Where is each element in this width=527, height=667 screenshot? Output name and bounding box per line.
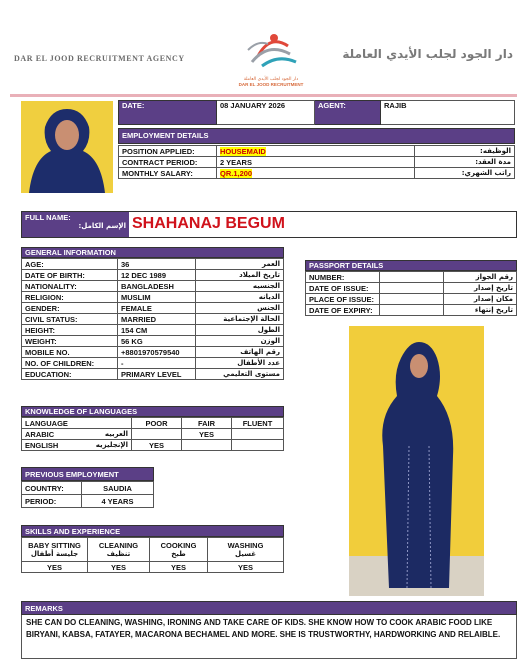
table-row: [22, 270, 284, 281]
table-row: [119, 157, 515, 168]
nationality-label: NATIONALITY:: [22, 281, 118, 292]
full-name-label-cell: [22, 212, 129, 237]
employment-table: [118, 145, 515, 179]
mobile-label: MOBILE NO.: [22, 347, 118, 358]
position-highlight: HOUSEMAID: [220, 146, 266, 156]
previous-table: [21, 481, 154, 508]
age-label-ar: العمر: [196, 259, 284, 270]
children-label-ar: عدد الأطفال: [196, 358, 284, 369]
logo-text-ar: دار الجود لجلب الأيدي العاملة: [243, 77, 299, 82]
full-name-label-en: FULL NAME:: [25, 213, 71, 222]
position-label: POSITION APPLIED:: [119, 146, 217, 157]
table-row: [119, 146, 515, 157]
gender-label-ar: الجنس: [196, 303, 284, 314]
age-label: AGE:: [22, 259, 118, 270]
gender-label: GENDER:: [22, 303, 118, 314]
general-table: [21, 258, 284, 380]
passport-number-label-ar: رقم الجواز: [444, 272, 517, 283]
skills-table: [21, 537, 284, 573]
full-name-value: SHAHANAJ BEGUM: [132, 215, 285, 232]
mobile-value: +8801970579540: [118, 347, 196, 358]
issue-date-label: DATE OF ISSUE:: [306, 283, 380, 294]
salary-label: MONTHLY SALARY:: [119, 168, 217, 179]
date-agent-table: [118, 100, 515, 125]
lang-arabic-fluent: [232, 429, 284, 440]
employment-title: EMPLOYMENT DETAILS: [118, 128, 515, 144]
remarks-text: SHE CAN DO CLEANING, WASHING, IRONING AND TAKE CARE OF KIDS. SHE KNOW HOW TO COOK ARABIC FOOD LIKE BIRYANI, KABSA, FATAYER, MACARONA BECHAMEL AND MORE. SHE IS TRUSTWORTHY, HARDWORKING AND RELAIBLE.: [21, 615, 517, 659]
lang-arabic-ar: العربيه: [104, 429, 128, 438]
languages-title: KNOWLEDGE OF LANGUAGES: [21, 406, 284, 417]
civil-status-value: MARRIED: [118, 314, 196, 325]
table-row: [306, 283, 517, 294]
table-row: [22, 358, 284, 369]
table-row: [306, 294, 517, 305]
skill-cooking: COOKING طبخ: [150, 538, 208, 562]
table-row: [22, 482, 154, 495]
passport-number-value: [380, 272, 444, 283]
table-row: [22, 440, 284, 451]
lang-english-en: ENGLISH: [25, 440, 59, 450]
issue-place-label-ar: مكان إصدار: [444, 294, 517, 305]
lang-english-cell: [22, 440, 132, 451]
contract-label-ar: مدة العقد:: [415, 157, 515, 168]
table-row: [22, 303, 284, 314]
issue-place-value: [380, 294, 444, 305]
lang-english-poor: YES: [132, 440, 182, 451]
skill-babysitting-value: YES: [22, 562, 88, 573]
table-row: [22, 325, 284, 336]
dob-label-ar: تاريخ الميلاد: [196, 270, 284, 281]
lang-english-fluent: [232, 440, 284, 451]
position-label-ar: الوظيفه:: [415, 146, 515, 157]
header-divider: [10, 94, 517, 97]
lang-header-poor: POOR: [132, 418, 182, 429]
expiry-label: DATE OF EXPIRY:: [306, 305, 380, 316]
table-row: [22, 495, 154, 508]
religion-label-ar: الديانه: [196, 292, 284, 303]
period-value: 4 YEARS: [82, 495, 154, 508]
lang-header-language: LANGUAGE: [22, 418, 132, 429]
languages-table: [21, 417, 284, 451]
height-value: 154 CM: [118, 325, 196, 336]
skills-title: SKILLS AND EXPERIENCE: [21, 525, 284, 537]
skill-cooking-value: YES: [150, 562, 208, 573]
civil-status-label: CIVIL STATUS:: [22, 314, 118, 325]
dob-label: DATE OF BIRTH:: [22, 270, 118, 281]
contract-value: 2 YEARS: [217, 157, 415, 168]
issue-place-label: PLACE OF ISSUE:: [306, 294, 380, 305]
height-label: HEIGHT:: [22, 325, 118, 336]
table-row: [22, 314, 284, 325]
skill-washing: WASHING غسيل: [208, 538, 284, 562]
education-value: PRIMARY LEVEL: [118, 369, 196, 380]
table-row: [22, 281, 284, 292]
agent-value: RAJIB: [381, 101, 515, 125]
passport-number-label: NUMBER:: [306, 272, 380, 283]
weight-value: 56 KG: [118, 336, 196, 347]
table-row: [22, 562, 284, 573]
weight-label-ar: الوزن: [196, 336, 284, 347]
skill-washing-value: YES: [208, 562, 284, 573]
remarks-title: REMARKS: [21, 601, 517, 615]
applicant-full-photo: [349, 326, 484, 596]
issue-date-label-ar: تاريخ إصدار: [444, 283, 517, 294]
country-value: SAUDIA: [82, 482, 154, 495]
table-row: [22, 347, 284, 358]
date-value: 08 JANUARY 2026: [217, 101, 315, 125]
table-row: [22, 336, 284, 347]
passport-table: [305, 271, 517, 316]
nationality-value: BANGLADESH: [118, 281, 196, 292]
table-row: [119, 168, 515, 179]
passport-title: PASSPORT DETAILS: [305, 260, 517, 271]
period-label: PERIOD:: [22, 495, 82, 508]
full-name-label-ar: الإسم الكامل:: [78, 222, 126, 230]
lang-header-fluent: FLUENT: [232, 418, 284, 429]
previous-title: PREVIOUS EMPLOYMENT: [21, 467, 154, 481]
children-label: NO. OF CHILDREN:: [22, 358, 118, 369]
lang-arabic-fair: YES: [182, 429, 232, 440]
table-row: [306, 305, 517, 316]
agency-name-ar: دار الجود لجلب الأيدي العاملة: [342, 47, 513, 61]
contract-label: CONTRACT PERIOD:: [119, 157, 217, 168]
full-name-box: [21, 211, 517, 238]
lang-arabic-poor: [132, 429, 182, 440]
gender-value: FEMALE: [118, 303, 196, 314]
table-row: [306, 272, 517, 283]
table-row: [22, 538, 284, 562]
lang-english-fair: [182, 440, 232, 451]
lang-english-ar: الإنجليزيه: [95, 440, 128, 449]
lang-arabic-en: ARABIC: [25, 429, 55, 439]
skill-cleaning: CLEANING تنظيف: [88, 538, 150, 562]
weight-label: WEIGHT:: [22, 336, 118, 347]
civil-status-label-ar: الحالة الإجتماعية: [196, 314, 284, 325]
religion-value: MUSLIM: [118, 292, 196, 303]
children-value: -: [118, 358, 196, 369]
date-label: DATE:: [119, 101, 217, 125]
agency-name-en: DAR EL JOOD RECRUITMENT AGENCY: [14, 54, 185, 63]
general-title: GENERAL INFORMATION: [21, 247, 284, 258]
lang-header-fair: FAIR: [182, 418, 232, 429]
issue-date-value: [380, 283, 444, 294]
table-row: [22, 429, 284, 440]
expiry-value: [380, 305, 444, 316]
salary-highlight: QR.1,200: [220, 168, 253, 178]
table-row: [22, 369, 284, 380]
table-row: [22, 292, 284, 303]
expiry-label-ar: تاريخ إنتهاء: [444, 305, 517, 316]
salary-value: [217, 168, 415, 179]
education-label-ar: مستوى التعليمي: [196, 369, 284, 380]
height-label-ar: الطول: [196, 325, 284, 336]
education-label: EDUCATION:: [22, 369, 118, 380]
lang-arabic-cell: [22, 429, 132, 440]
logo-emblem-icon: [238, 28, 304, 72]
table-row: [22, 259, 284, 270]
skill-babysitting: BABY SITTING جليسة أطفال: [22, 538, 88, 562]
mobile-label-ar: رقم الهاتف: [196, 347, 284, 358]
country-label: COUNTRY:: [22, 482, 82, 495]
logo-text-en: DAR EL JOOD RECRUITMENT: [238, 82, 304, 87]
applicant-photo: [21, 101, 113, 193]
agency-logo: [238, 28, 304, 86]
position-value: [217, 146, 415, 157]
age-value: 36: [118, 259, 196, 270]
skill-cleaning-value: YES: [88, 562, 150, 573]
religion-label: RELIGION:: [22, 292, 118, 303]
table-row: [22, 418, 284, 429]
nationality-label-ar: الجنسيه: [196, 281, 284, 292]
agent-label: AGENT:: [315, 101, 381, 125]
dob-value: 12 DEC 1989: [118, 270, 196, 281]
salary-label-ar: راتب الشهري:: [415, 168, 515, 179]
